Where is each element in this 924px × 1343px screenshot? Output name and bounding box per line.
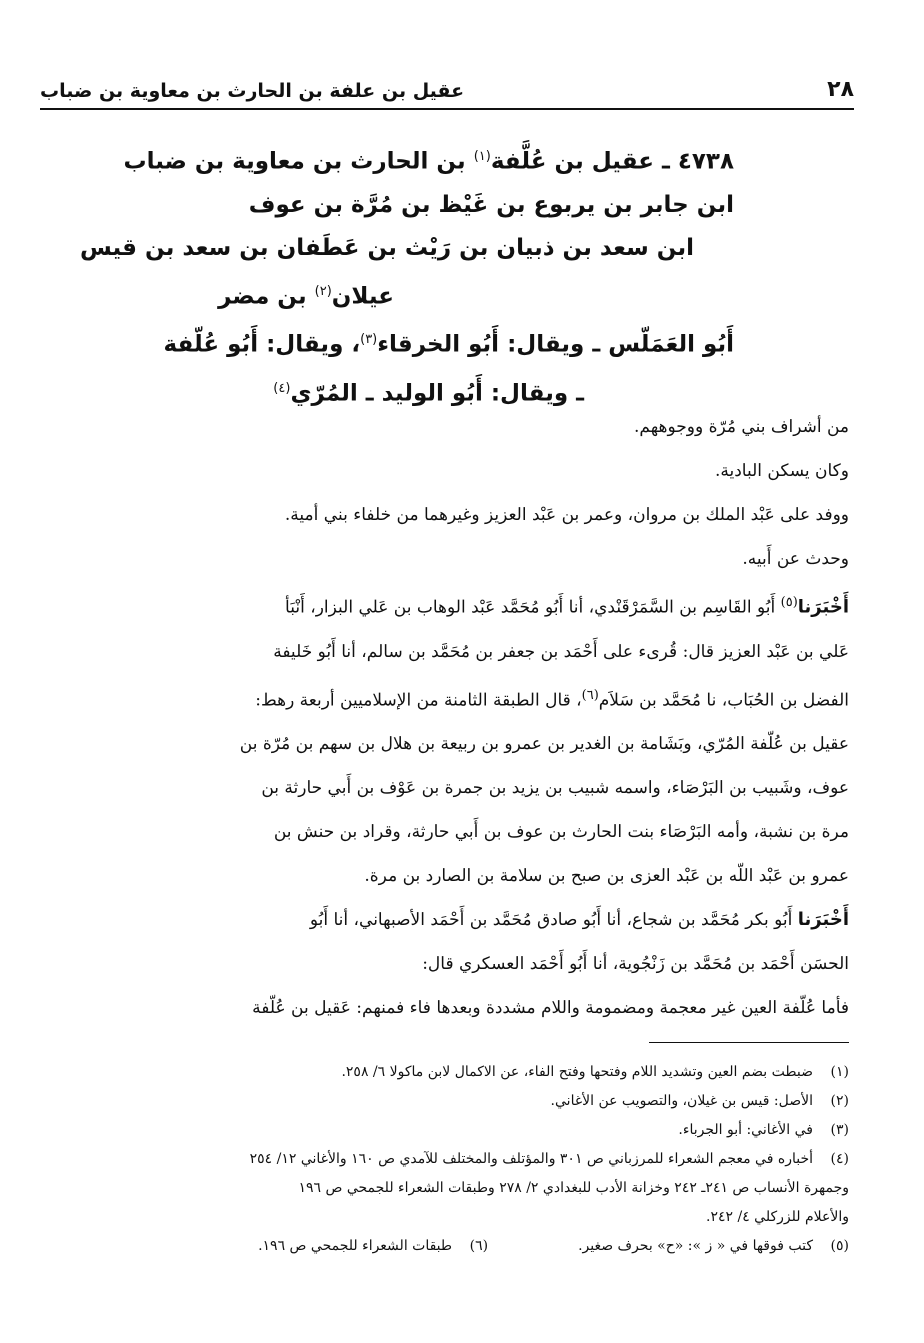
footnote-divider (649, 1042, 849, 1043)
heading-line-4 (160, 270, 734, 319)
footnote-4 (40, 1145, 849, 1174)
footnote-ref-5: (٥) (780, 595, 798, 610)
heading-line-4-b: بن مضر (218, 283, 315, 310)
entry-heading (80, 135, 734, 416)
footnote-6-text: طبقات الشعراء للجمحي ص ١٩٦. (258, 1238, 453, 1254)
body-text (40, 405, 849, 1030)
footnote-5-text: كتب فوقها في « ز »: «ح» بحرف صغير. (578, 1238, 813, 1254)
footnote-5-number: (٥) (830, 1238, 849, 1254)
footnote-2-number: (٢) (830, 1093, 849, 1109)
footnote-4-line-1: أخباره في معجم الشعراء للمرزباني ص ٣٠١ والمؤتلف والمختلف للآمدي ص ١٦٠ والأغاني ١٢/ ٢٥٤ (249, 1151, 813, 1167)
isnad-lead-1: أَخْبَرَنا (797, 596, 849, 618)
footnote-6-number: (٦) (469, 1238, 489, 1254)
heading-line-4-a: عيلان (331, 283, 394, 310)
footnote-4-line-2: وجمهرة الأنساب ص ٢٤١ـ ٢٤٢ وخزانة الأدب للبغدادي ٢/ ٢٧٨ وطبقات الشعراء للجمحي ص ١٩٦ (298, 1180, 849, 1196)
heading-line-3: ابن سعد بن ذبيان بن رَيْث بن عَطَفان بن سعد بن قيس (80, 234, 694, 261)
heading-line-1 (123, 135, 734, 184)
heading-line-5-b: ، ويقال: أَبُو عُلّفة (163, 331, 361, 358)
footnote-1-text: ضبطت بضم العين وتشديد اللام وفتحها وفتح الفاء، عن الاكمال لابن ماكولا ٦/ ٢٥٨. (341, 1064, 813, 1080)
footnote-6 (258, 1232, 488, 1261)
heading-line-5 (160, 318, 734, 367)
paragraph-7: فأما عُلّفة العين غير معجمة ومضمومة واللام مشددة وبعدها فاء فمنهم: عَقيل بن عُلّفة (252, 998, 849, 1019)
paragraph-5-line-1-text: أَبُو القَاسِم بن السَّمَرْقَنْدي، أنا أَبُو مُحَمَّد عَبْد الوهاب بن عَلي البزار، أَنْبَأ (285, 597, 781, 618)
paragraph-2: وكان يسكن البادية. (714, 461, 849, 481)
isnad-lead-2: أَخْبَرَنا (797, 909, 849, 931)
footnote-4-number: (٤) (830, 1151, 849, 1167)
heading-line-2: ابن جابر بن يربوع بن غَيْظ بن مُرَّة بن عوف (248, 191, 734, 218)
paragraph-5-line-1 (40, 581, 849, 630)
running-title: عقيل بن علفة بن الحارث بن معاوية بن ضباب (40, 80, 465, 102)
paragraph-3: ووفد على عَبْد الملك بن مروان، وعمر بن عَبْد العزيز وغيرهما من خلفاء بني أمية. (284, 505, 849, 525)
paragraph-5-line-3 (40, 674, 849, 723)
paragraph-5-line-5: عوف، وشَبيب بن البَرْصَاء، واسمه شبيب بن يزيد بن جمرة بن عَوْف بن أَبي حارثة بن (261, 778, 849, 799)
paragraph-1: من أشراف بني مُرّة ووجوههم. (633, 417, 849, 437)
footnote-1 (40, 1058, 849, 1087)
paragraph-6-line-1-text: أَبُو بكر مُحَمَّد بن شجاع، أنا أَبُو صادق مُحَمَّد بن أَحْمَد الأصبهاني، أنا أَبُو (309, 910, 798, 931)
paragraph-5-line-4: عقيل بن عُلّفة المُرّي، وبَشَامة بن الغدير بن عمرو بن ربيعة بن هلال بن سهم بن مُرّة بن (239, 734, 849, 755)
footnotes (40, 1058, 849, 1261)
footnote-ref-4: (٤) (273, 380, 291, 396)
footnote-1-number: (١) (830, 1064, 849, 1080)
footnotes-5-6 (40, 1232, 849, 1261)
paragraph-5-line-6: مرة بن نشبة، وأمه البَرْصَاء بنت الحارث بن عوف بن أَبي حارثة، وقراد بن حنش بن (273, 822, 849, 843)
footnote-3-number: (٣) (830, 1122, 849, 1138)
footnote-3 (40, 1116, 849, 1145)
footnote-ref-1: (١) (473, 149, 491, 164)
heading-line-1-a: ٤٧٣٨ ـ عقيل بن عُلَّفة (490, 148, 734, 175)
heading-line-6-a: ـ ويقال: أَبُو الوليد ـ المُرّي (290, 380, 584, 407)
footnote-3-text: في الأغاني: أبو الجرباء. (678, 1122, 813, 1138)
paragraph-5-line-2: عَلي بن عَبْد العزيز قال: قُرىء على أَحْمَد بن جعفر بن مُحَمَّد بن سالم، أنا أَبُو خَليفة (273, 641, 849, 662)
footnote-2-text: الأصل: قيس بن غيلان، والتصويب عن الأغاني. (550, 1093, 813, 1109)
paragraph-4: وحدث عن أَبيه. (742, 549, 849, 569)
footnote-2 (40, 1087, 849, 1116)
running-header (40, 62, 854, 110)
paragraph-6-line-1 (40, 898, 849, 942)
paragraph-5-line-3-b: ، قال الطبقة الثامنة من الإسلاميين أربعة رهط: (255, 690, 582, 711)
footnote-ref-6: (٦) (581, 687, 599, 703)
footnote-5 (578, 1232, 849, 1261)
paragraph-6-line-2: الحسَن أَحْمَد بن مُحَمَّد بن زَنْجُوية، أنا أَبُو أَحْمَد العسكري قال: (422, 954, 849, 975)
heading-line-1-b: بن الحارث بن معاوية بن ضباب (123, 148, 474, 175)
footnote-ref-3: (٣) (360, 332, 378, 348)
footnote-ref-2: (٢) (314, 283, 332, 299)
paragraph-5-line-7: عمرو بن عَبْد اللّه بن عَبْد العزى بن صبح بن سلامة بن الصارد بن مرة. (364, 866, 849, 887)
heading-line-5-a: أَبُو العَمَلّس ـ ويقال: أَبُو الخرقاء (377, 331, 734, 358)
paragraph-5-line-3-a: الفضل بن الحُبَاب، نا مُحَمَّد بن سَلاَم (598, 690, 849, 711)
footnote-4-line-3: والأعلام للزركلي ٤/ ٢٤٢. (706, 1209, 849, 1225)
page-number: ٢٨ (827, 77, 854, 102)
